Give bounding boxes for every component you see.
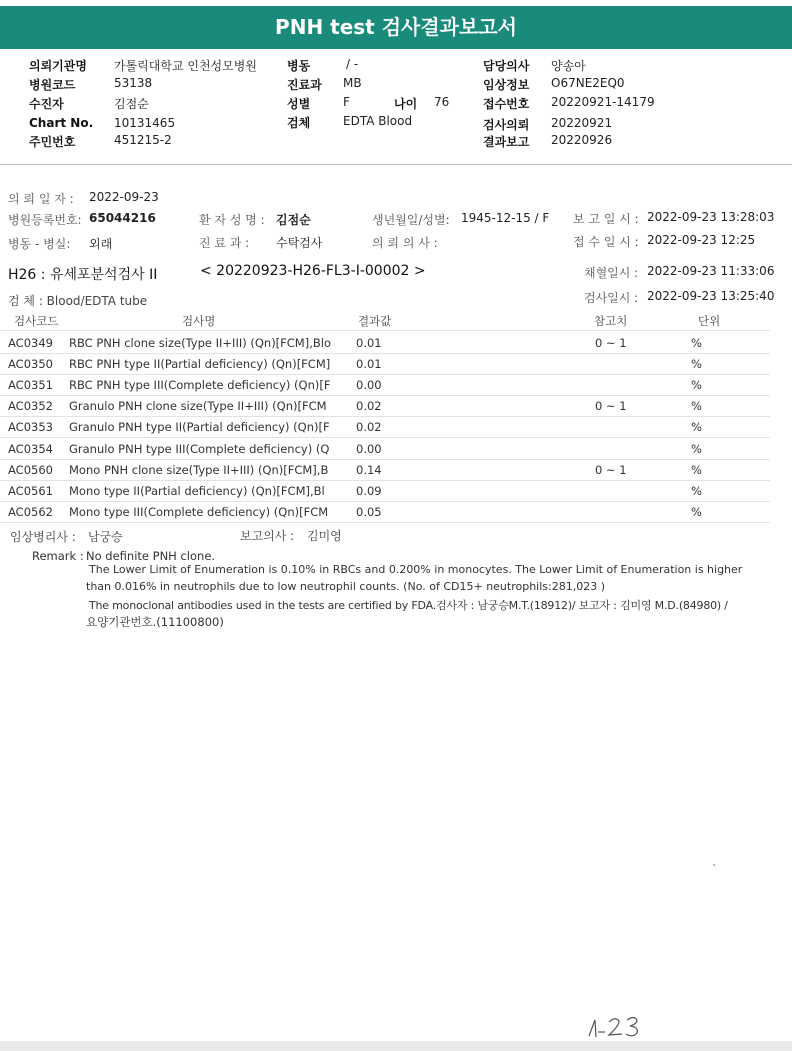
cell-code: AC0562 [8,504,53,519]
cell-unit: % [691,336,702,350]
cell-name: Granulo PNH type III(Complete deficiency) (Q [69,441,330,456]
result-report-value: 20220926 [551,133,613,147]
cell-name: Mono type III(Complete deficiency) (Qn)[FCM [69,504,329,519]
row-divider [0,480,770,481]
report-date-label: 보 고 일 시 : [573,212,639,226]
remark-line-3: than 0.016% in neutrophils due to low neutrophil counts. (No. of CD15+ neutrophils:281,023 ) [86,580,606,593]
cell-result: 0.01 [356,357,382,372]
row-divider [0,374,770,375]
report-title-banner [0,6,792,49]
header-unit: 단위 [698,314,721,328]
cell-result: 0.02 [356,399,382,414]
id-number-label: 주민번호 [29,135,76,149]
dept-value: 수탁검사 [276,236,323,250]
test-date-label: 검사일시 : [584,291,639,305]
request-date-value: 2022-09-23 [89,190,159,204]
footer-bar [0,1041,792,1051]
report-date-value: 2022-09-23 13:28:03 [647,210,775,224]
cell-name: Granulo PNH clone size(Type II+III) (Qn)[FCM [69,399,327,414]
header-result: 결과값 [358,314,392,328]
hospital-code-value: 53138 [114,76,153,90]
specimen-value: EDTA Blood [343,114,413,128]
age-label: 나이 [394,97,418,111]
receipt-number-label: 접수번호 [483,97,530,111]
cell-code: AC0350 [8,357,53,372]
ward-label: 병동 [287,59,311,73]
dob-sex-value: 1945-12-15 / F [461,211,550,225]
row-divider [0,459,770,460]
cell-result: 0.01 [356,336,382,350]
clinical-info-value: O67NE2EQ0 [551,76,625,90]
hospital-code-label: 병원코드 [29,78,76,92]
report-title: PNH test 검사결과보고서 [275,15,517,39]
patient-name-label: 환 자 성 명 : [199,213,265,227]
cell-unit: % [691,504,702,519]
cell-unit: % [691,378,702,393]
specimen-type: 검 체 : Blood/EDTA tube [8,294,148,308]
sex-label: 성별 [287,97,311,111]
cell-unit: % [691,441,702,456]
receipt-date-label: 접 수 일 시 : [573,235,639,249]
cell-name: Granulo PNH type II(Partial deficiency) (Qn)[F [69,420,330,435]
doctor-label: 담당의사 [483,59,530,73]
row-divider [0,416,770,417]
cell-code: AC0351 [8,378,53,393]
cell-code: AC0354 [8,441,53,456]
requesting-doctor-label: 의 뢰 의 사 : [372,236,438,250]
registration-no-value: 65044216 [89,211,156,225]
test-date-value: 2022-09-23 13:25:40 [647,289,775,303]
handwritten-note [585,1010,655,1040]
collection-date-value: 2022-09-23 11:33:06 [647,264,775,278]
reporting-doctor-label: 보고의사 : [240,529,295,543]
cell-code: AC0560 [8,462,53,477]
remark-line-5: 요양기관번호.(11100800) [86,615,224,629]
cell-code: AC0353 [8,420,53,435]
speck [713,864,715,866]
ward-room-value: 외래 [89,237,113,251]
row-divider [0,501,770,502]
test-request-value: 20220921 [551,116,613,130]
chart-no-label: Chart No. [29,116,94,130]
pathologist-label: 임상병리사 : [10,530,76,544]
cell-name: Mono type II(Partial deficiency) (Qn)[FCM],Bl [69,483,325,498]
cell-code: AC0352 [8,399,53,414]
collector-label: 수진자 [29,97,64,111]
patient-name-value: 김점순 [276,213,311,227]
header-name: 검사명 [182,314,216,328]
receipt-date-value: 2022-09-23 12:25 [647,233,756,247]
cell-unit: % [691,483,702,498]
cell-result: 0.02 [356,420,382,435]
cell-unit: % [691,357,702,372]
dept-label: 진 료 과 : [199,236,250,250]
doctor-value: 양송아 [551,59,586,73]
age-value: 76 [434,95,450,109]
cell-name: RBC PNH type II(Partial deficiency) (Qn)[FCM] [69,357,331,372]
receipt-number-value: 20220921-14179 [551,95,655,109]
cell-name: Mono PNH clone size(Type II+III) (Qn)[FCM],B [69,462,329,477]
remark-line-1: No definite PNH clone. [86,549,216,563]
row-divider [0,437,770,438]
cell-unit: % [691,399,702,414]
department-label: 진료과 [287,78,322,92]
cell-result: 0.09 [356,483,382,498]
cell-result: 0.05 [356,504,382,519]
specimen-label: 검체 [287,116,311,130]
row-divider [0,522,770,523]
dob-sex-label: 생년월일/성별: [372,213,450,227]
reporting-doctor-value: 김미영 [307,529,342,543]
row-divider [0,353,770,354]
cell-result: 0.14 [356,462,382,477]
header-reference: 참고치 [594,314,628,328]
remark-line-2: The Lower Limit of Enumeration is 0.10% in RBCs and 0.200% in monocytes. The Lower Limit of Enumeration is higher [89,563,743,576]
hospital-label: 의뢰기관명 [29,59,87,73]
accession-number: < 20220923-H26-FL3-I-00002 > [200,263,426,279]
id-number-value: 451215-2 [114,133,172,147]
cell-name: RBC PNH clone size(Type II+III) (Qn)[FCM],Blo [69,336,331,350]
request-date-label: 의 뢰 일 자 : [8,192,74,206]
department-value: MB [343,76,362,90]
header-divider [0,164,792,165]
cell-name: RBC PNH type III(Complete deficiency) (Qn)[F [69,378,331,393]
header-rule [0,330,770,331]
chart-no-value: 10131465 [114,116,176,130]
test-request-label: 검사의뢰 [483,118,530,132]
row-divider [0,395,770,396]
cell-code: AC0349 [8,336,53,350]
section-title: H26 : 유세포분석검사 II [8,267,158,283]
clinical-info-label: 임상정보 [483,78,530,92]
sex-value: F [343,95,350,109]
cell-result: 0.00 [356,441,382,456]
cell-unit: % [691,462,702,477]
remark-label: Remark : [32,549,84,563]
remark-line-4: The monoclonal antibodies used in the tests are certified by FDA.검사자 : 남궁승M.T.(18912)/ 보고자 : 김미영 M.D.(84980) / [89,599,728,612]
ward-value: / - [346,57,359,71]
result-report-label: 결과보고 [483,135,530,149]
cell-code: AC0561 [8,483,53,498]
cell-unit: % [691,420,702,435]
hospital-value: 가톨릭대학교 인천성모병원 [114,59,257,73]
header-code: 검사코드 [14,314,59,328]
cell-result: 0.00 [356,378,382,393]
pathologist-value: 남궁승 [88,530,123,544]
cell-reference: 0 ~ 1 [595,336,627,350]
registration-no-label: 병원등록번호: [8,213,82,227]
collection-date-label: 채혈일시 : [584,266,639,280]
ward-room-label: 병동 - 병실: [8,237,71,251]
collector-value: 김점순 [114,97,149,111]
cell-reference: 0 ~ 1 [595,462,627,477]
cell-reference: 0 ~ 1 [595,399,627,414]
